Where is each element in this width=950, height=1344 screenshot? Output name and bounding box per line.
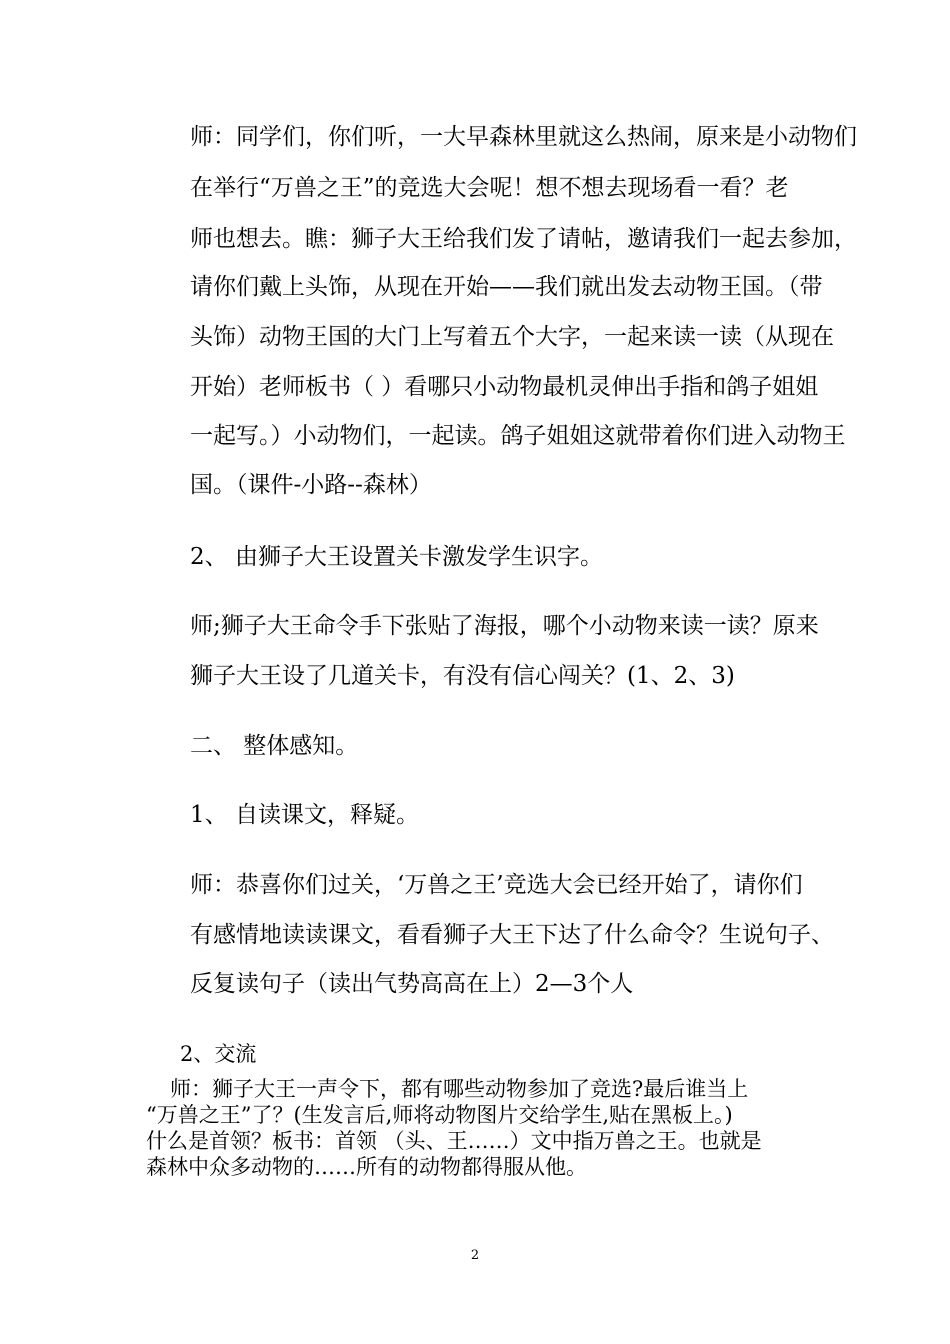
section-heading: 二、 整体感知。 <box>190 733 359 759</box>
paragraph-line: 师;狮子大王命令手下张贴了海报，哪个小动物来读一读？原来 <box>190 613 819 639</box>
paragraph-line: 头饰）动物王国的大门上写着五个大字，一起来读一读（从现在 <box>190 324 834 350</box>
paragraph-line: 师：恭喜你们过关，‘万兽之王’竞选大会已经开始了，请你们 <box>190 872 803 898</box>
paragraph-line: 开始）老师板书（ ）看哪只小动物最机灵伸出手指和鸽子姐姐 <box>190 374 819 400</box>
paragraph-line: 森林中众多动物的……所有的动物都得服从他。 <box>146 1155 587 1179</box>
page-number: 2 <box>470 1248 480 1263</box>
paragraph-line: 请你们戴上头饰，从现在开始——我们就出发去动物王国。（带 <box>190 274 823 300</box>
paragraph-line: 师：狮子大王一声令下，都有哪些动物参加了竞选?最后谁当上 <box>170 1077 749 1101</box>
paragraph-line: “万兽之王”了？(生发言后,师将动物图片交给学生,贴在黑板上。) <box>146 1103 733 1127</box>
paragraph-line: 什么是首领？板书：首领 （头、王……）文中指万兽之王。也就是 <box>146 1129 762 1153</box>
paragraph-line: 有感情地读读课文，看看狮子大王下达了什么命令？生说句子、 <box>190 922 834 948</box>
paragraph-line: 在举行“万兽之王”的竞选大会呢！想不想去现场看一看？老 <box>190 175 789 201</box>
paragraph-line: 一起写。）小动物们，一起读。鸽子姐姐这就带着你们进入动物王 <box>190 423 846 449</box>
paragraph-line: 师也想去。瞧：狮子大王给我们发了请帖，邀请我们一起去参加， <box>190 226 857 252</box>
section-heading: 1、 自读课文，释疑。 <box>190 802 419 828</box>
section-heading: 2、交流 <box>180 1042 257 1066</box>
paragraph-line: 师：同学们，你们听，一大早森林里就这么热闹，原来是小动物们 <box>190 124 857 150</box>
section-heading: 2、 由狮子大王设置关卡激发学生识字。 <box>190 544 603 570</box>
paragraph-line: 国。（课件-小路--森林） <box>190 472 432 498</box>
paragraph-line: 反复读句子（读出气势高高在上）2—3个人 <box>190 971 634 997</box>
paragraph-line: 狮子大王设了几道关卡，有没有信心闯关？(1、2、3) <box>190 663 735 689</box>
